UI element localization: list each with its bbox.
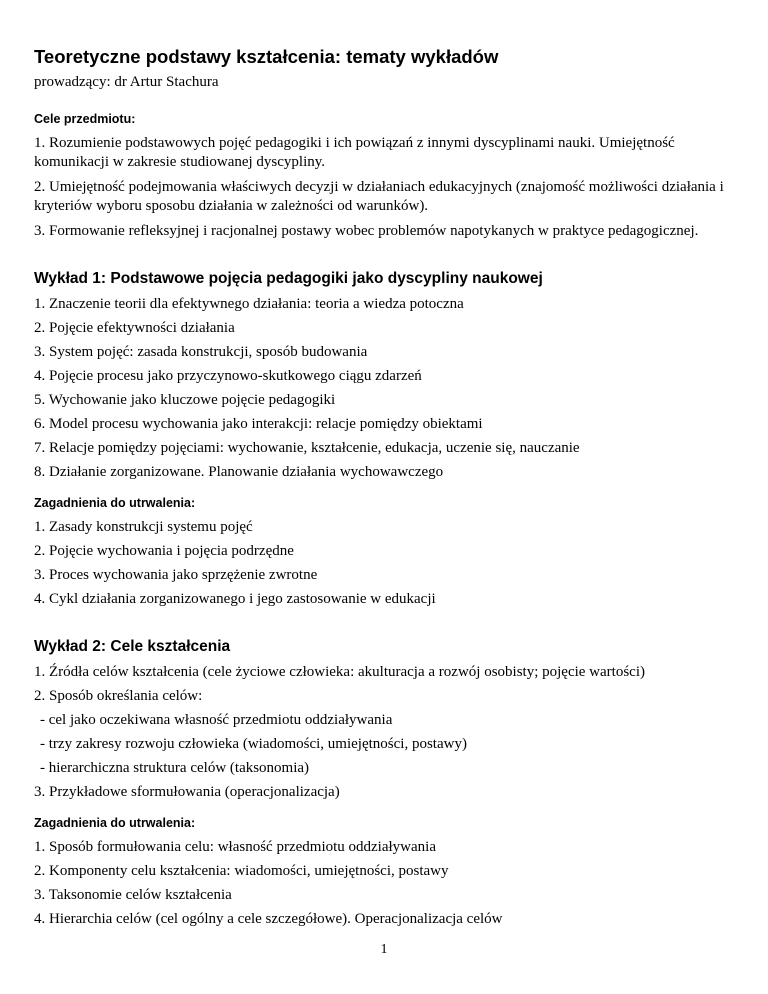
lecture-2-subtopic: - hierarchiczna struktura celów (taksonomia): [40, 760, 310, 776]
lecture-2-review-item: 3. Taksonomie celów kształcenia: [34, 887, 232, 903]
lecture-1-review-item: 3. Proces wychowania jako sprzężenie zwrotne: [34, 567, 318, 583]
lecture-1-topic: 8. Działanie zorganizowane. Planowanie działania wychowawczego: [34, 464, 444, 480]
goal-item: 1. Rozumienie podstawowych pojęć pedagogiki i ich powiązań z innymi dyscyplinami nauki. Umiejętność komunikacji w zakresie studiowanej dyscypliny.: [34, 135, 675, 170]
lecture-2-topic: 1. Źródła celów kształcenia (cele życiowe człowieka: akulturacja a rozwój osobisty; pojęcie wartości): [34, 664, 645, 680]
lecture-2-review-label: Zagadnienia do utrwalenia:: [34, 816, 196, 830]
lecture-2-topic: 2. Sposób określania celów:: [34, 688, 203, 704]
lecture-1-title: Wykład 1: Podstawowe pojęcia pedagogiki jako dyscypliny naukowej: [34, 270, 543, 287]
lecture-2-review-item: 4. Hierarchia celów (cel ogólny a cele szczegółowe). Operacjonalizacja celów: [34, 911, 503, 927]
lecture-1-topic: 5. Wychowanie jako kluczowe pojęcie pedagogiki: [34, 392, 336, 408]
lecture-1-topic: 1. Znaczenie teorii dla efektywnego działania: teoria a wiedza potoczna: [34, 296, 464, 312]
lecture-1-review-item: 4. Cykl działania zorganizowanego i jego zastosowanie w edukacji: [34, 591, 436, 607]
lecture-1-topic: 4. Pojęcie procesu jako przyczynowo-skutkowego ciągu zdarzeń: [34, 368, 422, 384]
lecture-1-topic: 2. Pojęcie efektywności działania: [34, 320, 235, 336]
lecture-2-title: Wykład 2: Cele kształcenia: [34, 638, 231, 655]
page-number: 1: [380, 942, 388, 957]
goal-item: 3. Formowanie refleksyjnej i racjonalnej postawy wobec problemów napotykanych w praktyce pedagogicznej.: [34, 223, 699, 239]
lecture-1-review-item: 1. Zasady konstrukcji systemu pojęć: [34, 519, 253, 535]
lecture-2-subtopic: - trzy zakresy rozwoju człowieka (wiadomości, umiejętności, postawy): [40, 736, 467, 752]
document-page: [34, 44, 734, 934]
lecture-1-topic: 7. Relacje pomiędzy pojęciami: wychowanie, kształcenie, edukacja, uczenie się, nauczanie: [34, 440, 580, 456]
lecture-2-review-item: 1. Sposób formułowania celu: własność przedmiotu oddziaływania: [34, 839, 436, 855]
goals-label: Cele przedmiotu:: [34, 112, 136, 126]
lecture-2-review-item: 2. Komponenty celu kształcenia: wiadomości, umiejętności, postawy: [34, 863, 449, 879]
goal-item: 2. Umiejętność podejmowania właściwych decyzji w działaniach edukacyjnych (znajomość możliwości działania i kryteriów wyboru sposobu działania w zależności od warunków).: [34, 179, 724, 214]
lecturer-line: prowadzący: dr Artur Stachura: [34, 74, 219, 90]
lecture-1-topic: 6. Model procesu wychowania jako interakcji: relacje pomiędzy obiektami: [34, 416, 483, 432]
lecture-1-review-label: Zagadnienia do utrwalenia:: [34, 496, 196, 510]
lecture-2-topic: 3. Przykładowe sformułowania (operacjonalizacja): [34, 784, 340, 800]
document-title: Teoretyczne podstawy kształcenia: tematy wykładów: [34, 46, 499, 67]
lecture-2-subtopic: - cel jako oczekiwana własność przedmiotu oddziaływania: [40, 712, 393, 728]
lecture-1-review-item: 2. Pojęcie wychowania i pojęcia podrzędne: [34, 543, 294, 559]
lecture-1-topic: 3. System pojęć: zasada konstrukcji, sposób budowania: [34, 344, 368, 360]
